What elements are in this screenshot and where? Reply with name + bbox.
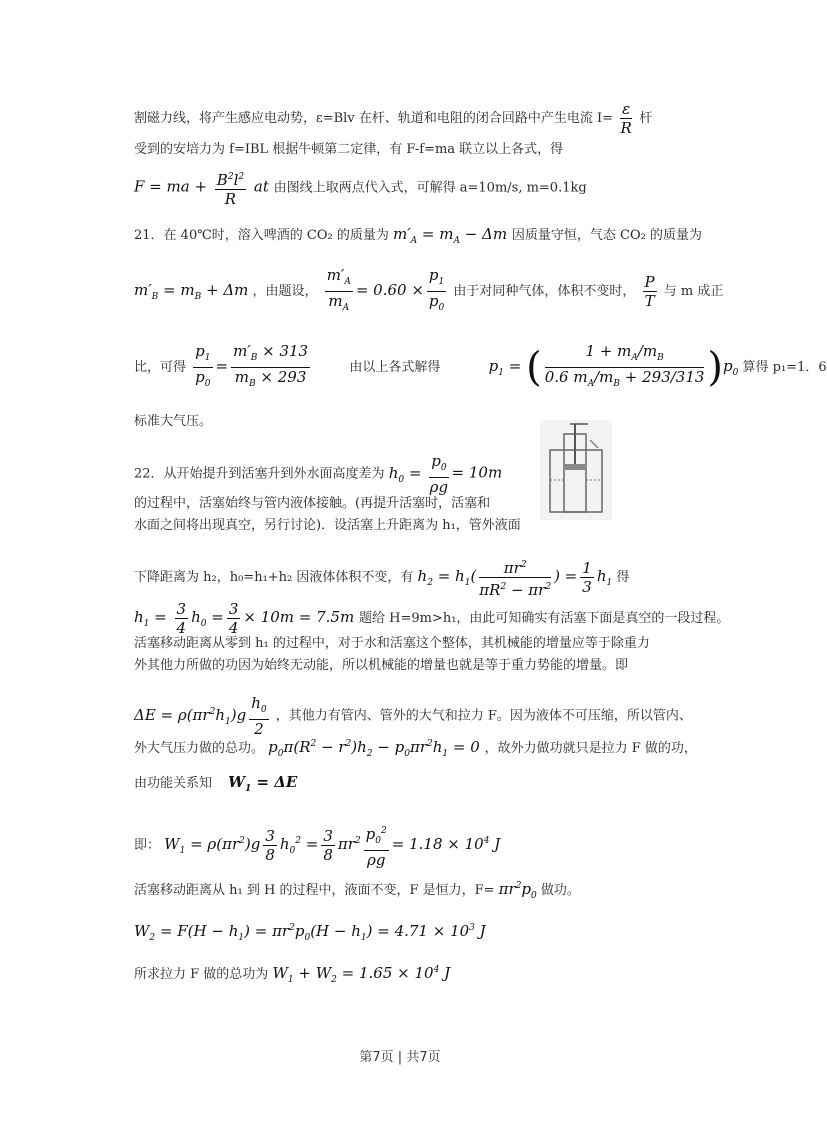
text-line xyxy=(134,918,486,948)
text-line: 的过程中，活塞始终与管内液体接触。(再提升活塞时，活塞和 xyxy=(134,496,491,511)
formula-w1: $W_1 = \rho(\pi r^2)g$ xyxy=(164,835,261,856)
text-line: 受到的安培力为 f=IBL 根据牛顿第二定律，有 F-f=ma 联立以上各式，得 xyxy=(134,142,564,157)
text-line: 由功能关系知 $W_1 = \Delta E$ xyxy=(134,773,298,794)
piston-tube-diagram xyxy=(540,420,612,520)
formula-mass-b: $m'_B = m_B + \Delta m$ xyxy=(134,281,249,302)
text-line: 外其他力所做的功因为始终无动能，所以机械能的增量也就是等于重力势能的增量。即 xyxy=(134,658,629,673)
text-line: 即： $W_1 = \rho(\pi r^2)g$ $\frac{3}{8}$ $h_0^2$ = $\frac{3}{8}$ $\pi r^2$ $\frac{p_0^2}{\rho g}$ = $1.18 \times 10^4$ J xyxy=(134,822,500,869)
text-line: 水面之间将出现真空，另行讨论)．设活塞上升距离为 h₁，管外液面 xyxy=(134,518,521,533)
formula-delta-e: $\Delta E = \rho(\pi r^2h_1)g$ xyxy=(134,705,247,727)
text-line: 下降距离为 h₂，h₀=h₁+h₂ 因液体体积不变，有 $h_2 = h_1$( $\frac{\pi r^2}{\pi R^2 - \pi r^2}$ ) = $\frac{1}{3}$ $h_1$ 得 xyxy=(134,556,629,599)
formula-w2: $W_2 = F(H - h_1) = \pi r^2p_0(H - h_1) = 4.71 \times 10^3$ J xyxy=(134,922,486,943)
formula-force: F = ma + xyxy=(134,177,212,196)
text-line: 21．在 40℃时，溶入啤酒的 CO₂ 的质量为 $m'_A = m_A - \Delta m$ 因质量守恒，气态 CO₂ 的质量为 xyxy=(134,225,702,246)
text-line: 22．从开始提升到活塞升到外水面高度差为 $h_0$ = $\frac{p_0}{\rho g}$ = 10m xyxy=(134,452,503,496)
formula-p1: $p_1$ = xyxy=(488,357,527,378)
formula-h0: $h_0$ = xyxy=(388,463,427,485)
text-line: 比，可得 $\frac{p_1}{p_0}$ = $\frac{m'_B \times 313}{m_B \times 293}$ 由以上各式解得 $p_1$ = ( $\frac{1 + m_A/m_B}{0.6 m_A/m_B + 293/313}$ )$p_0$ 算得 p₁=1．6 xyxy=(134,342,827,391)
formula-h1: $h_1$ = xyxy=(134,608,172,629)
text-line: $h_1$ = $\frac{3}{4}$ $h_0$ = $\frac{3}{4}$ × 10m = 7.5m 题给 H=9m>h₁，由此可知确实有活塞下面是真空的一段过程。 xyxy=(134,600,730,637)
formula-mass-a: $m'_A = m_A - \Delta m$ xyxy=(392,225,512,246)
text-line: 标准大气压。 xyxy=(134,414,213,429)
formula-pressure-work: $p_0\pi(R^2 - r^2)h_2 - p_0\pi r^2h_1 = 0$ xyxy=(268,738,485,759)
text-line: F = ma + $\frac{B^2l^2}{R}$ at 由图线上取两点代入式，可解得 a=10m/s, m=0.1kg xyxy=(134,168,587,208)
formula-w1-eq: $W_1 = \Delta E$ xyxy=(228,773,298,794)
text-line: 活塞移动距离从 h₁ 到 H 的过程中，液面不变，F 是恒力，$F= \pi r^2p_0$ 做功。 xyxy=(134,880,580,901)
text-line: 所求拉力 F 做的总功为 $W_1 + W_2 = 1.65 \times 10^4$ J xyxy=(134,964,451,985)
formula-h2: $h_2 = h_1$( xyxy=(417,567,477,588)
text-line: $\Delta E = \rho(\pi r^2h_1)g$ $\frac{h_0}{2}$ ，其他力有管内、管外的大气和拉力 F。因为液体不可压缩，所以管内、 xyxy=(134,694,692,738)
formula-eps-over-r: $\frac{\varepsilon}{R}$ xyxy=(620,100,632,137)
text-line: 活塞移动距离从零到 h₁ 的过程中，对于水和活塞这个整体，其机械能的增量应等于除重力 xyxy=(134,636,650,651)
text-line: 外大气压力做的总功。 $p_0\pi(R^2 - r^2)h_2 - p_0\pi r^2h_1 = 0$ ，故外力做功就只是拉力 F 做的功， xyxy=(134,738,697,759)
text-line: $m'_B = m_B + \Delta m$ ，由题设， $\frac{m'_A}{m_A}$ = 0.60 × $\frac{p_1}{p_0}$ 由于对同种气体，体积不变时， $\frac{P}{T}$ 与 m 成正 xyxy=(134,266,724,313)
piston-tube-figure xyxy=(540,420,612,520)
page-footer: 第7页 | 共7页 xyxy=(359,1050,441,1065)
formula-total-work: $W_1 + W_2 = 1.65 \times 10^4$ J xyxy=(272,964,451,985)
text-line: 割磁力线，将产生感应电动势，ε=Blv 在杆、轨道和电阻的闭合回路中产生电流 I= $\frac{\varepsilon}{R}$ 杆 xyxy=(134,100,653,137)
